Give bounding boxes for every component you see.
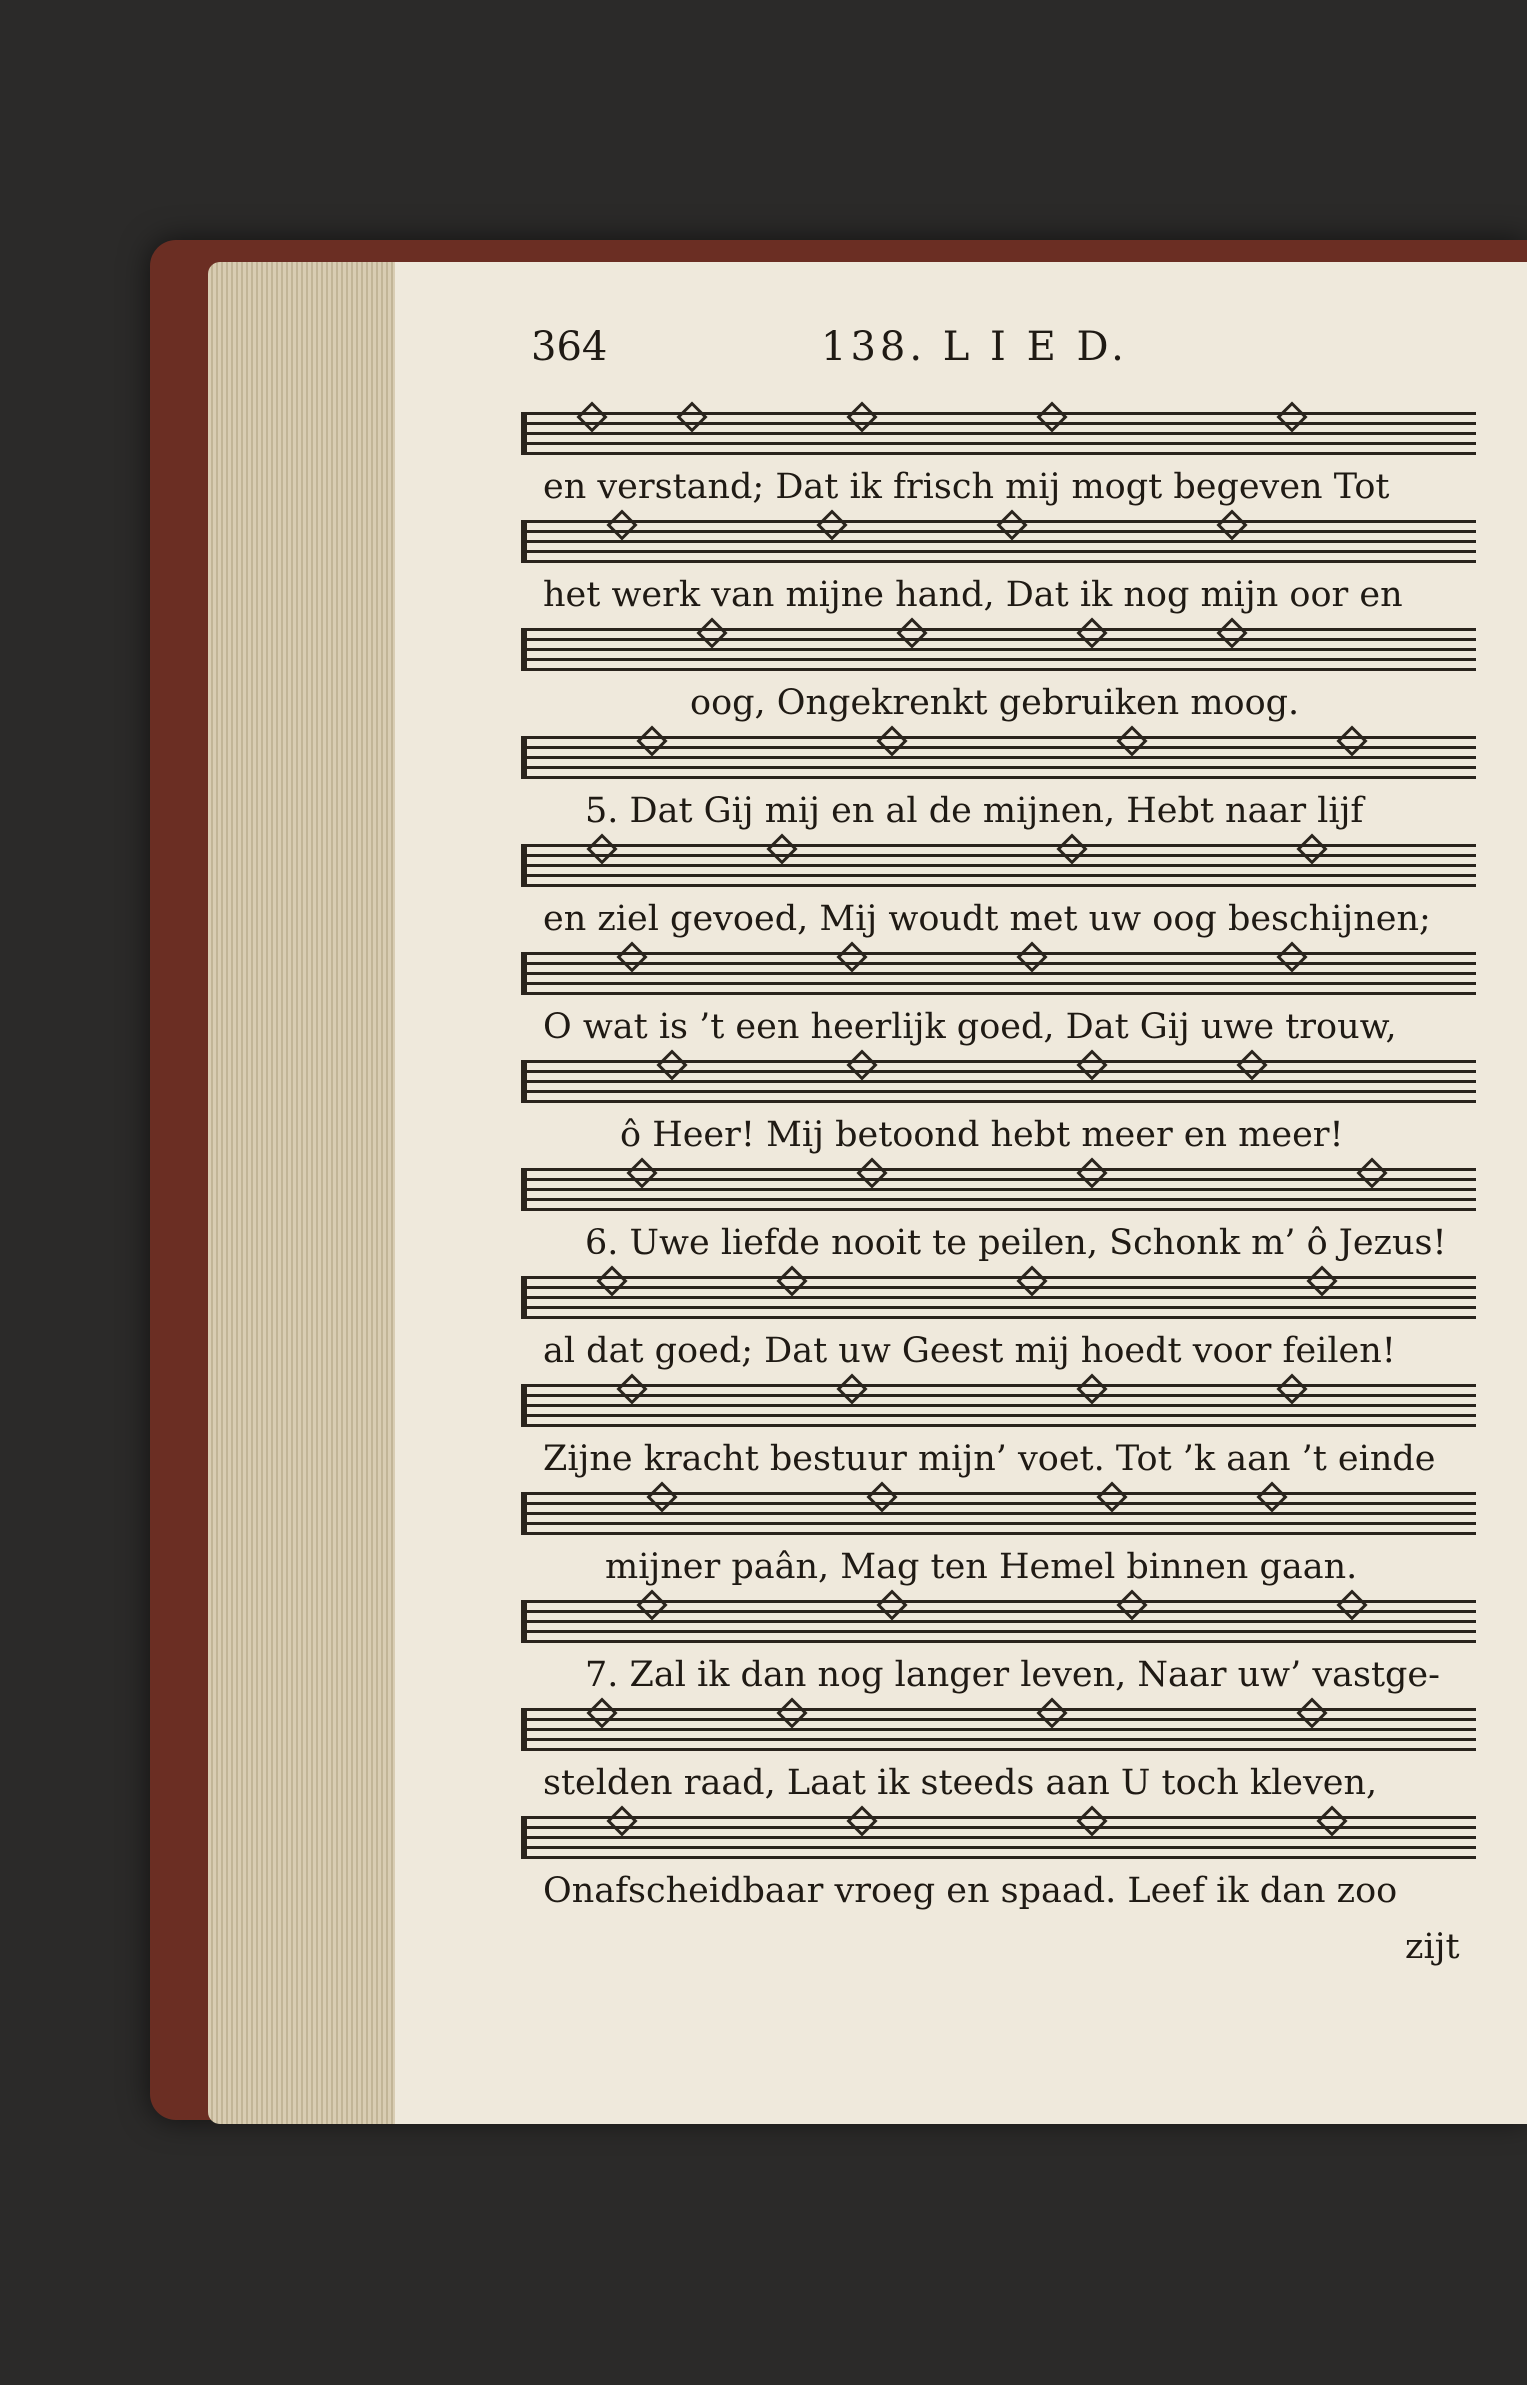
music-note-icon xyxy=(646,1481,677,1512)
lyric-line: O wat is ’t een heerlijk goed, Dat Gij uwe trouw, xyxy=(543,1007,1397,1047)
music-note-icon xyxy=(1016,941,1047,972)
music-note-icon xyxy=(1256,1481,1287,1512)
music-note-icon xyxy=(856,1157,887,1188)
music-stave xyxy=(521,412,1476,462)
lyric-line: en verstand; Dat ik frisch mij mogt begeven Tot xyxy=(543,467,1390,507)
music-note-icon xyxy=(876,1589,907,1620)
music-note-icon xyxy=(616,1373,647,1404)
music-stave xyxy=(521,1600,1476,1650)
music-stave xyxy=(521,1060,1476,1110)
music-stave xyxy=(521,1708,1476,1758)
page-edges xyxy=(208,262,423,2124)
music-note-icon xyxy=(1296,833,1327,864)
music-note-icon xyxy=(1016,1265,1047,1296)
music-note-icon xyxy=(576,401,607,432)
music-stave xyxy=(521,1384,1476,1434)
music-note-icon xyxy=(636,1589,667,1620)
music-note-icon xyxy=(836,1373,867,1404)
music-note-icon xyxy=(846,1805,877,1836)
music-note-icon xyxy=(1076,1373,1107,1404)
lyric-line: mijner paân, Mag ten Hemel binnen gaan. xyxy=(605,1547,1358,1587)
music-note-icon xyxy=(606,1805,637,1836)
lyric-line: stelden raad, Laat ik steeds aan U toch kleven, xyxy=(543,1763,1378,1803)
music-note-icon xyxy=(1096,1481,1127,1512)
music-note-icon xyxy=(1276,401,1307,432)
music-note-icon xyxy=(816,509,847,540)
music-note-icon xyxy=(1336,725,1367,756)
running-title: 138. L I E D. xyxy=(821,324,1128,370)
music-note-icon xyxy=(1076,1805,1107,1836)
lyric-line: Onafscheidbaar vroeg en spaad. Leef ik dan zoo xyxy=(543,1871,1398,1911)
music-note-icon xyxy=(1316,1805,1347,1836)
music-note-icon xyxy=(636,725,667,756)
music-note-icon xyxy=(1276,941,1307,972)
music-note-icon xyxy=(626,1157,657,1188)
music-note-icon xyxy=(1116,1589,1147,1620)
music-stave xyxy=(521,844,1476,894)
music-note-icon xyxy=(776,1697,807,1728)
music-stave xyxy=(521,736,1476,786)
lyric-line: 5. Dat Gij mij en al de mijnen, Hebt naar lijf xyxy=(585,791,1364,831)
music-note-icon xyxy=(1356,1157,1387,1188)
music-note-icon xyxy=(996,509,1027,540)
music-note-icon xyxy=(1076,617,1107,648)
music-note-icon xyxy=(586,833,617,864)
music-stave xyxy=(521,520,1476,570)
music-stave xyxy=(521,1276,1476,1326)
music-note-icon xyxy=(846,401,877,432)
lyric-line: 6. Uwe liefde nooit te peilen, Schonk m’ ô Jezus! xyxy=(585,1223,1447,1263)
lyric-line: al dat goed; Dat uw Geest mij hoedt voor feilen! xyxy=(543,1331,1396,1371)
music-stave xyxy=(521,1816,1476,1866)
music-note-icon xyxy=(676,401,707,432)
music-note-icon xyxy=(896,617,927,648)
music-note-icon xyxy=(1076,1157,1107,1188)
lyric-line: Zijne kracht bestuur mijn’ voet. Tot ’k aan ’t einde xyxy=(543,1439,1436,1479)
music-stave xyxy=(521,1168,1476,1218)
lyric-line: 7. Zal ik dan nog langer leven, Naar uw’ vastge- xyxy=(585,1655,1440,1695)
book-page xyxy=(395,262,1527,2124)
music-note-icon xyxy=(846,1049,877,1080)
music-stave xyxy=(521,952,1476,1002)
music-note-icon xyxy=(1306,1265,1337,1296)
catchword: zijt xyxy=(1405,1927,1460,1967)
music-note-icon xyxy=(696,617,727,648)
music-note-icon xyxy=(656,1049,687,1080)
music-note-icon xyxy=(836,941,867,972)
lyric-line: en ziel gevoed, Mij woudt met uw oog beschijnen; xyxy=(543,899,1431,939)
lyric-line: oog, Ongekrenkt gebruiken moog. xyxy=(690,683,1300,723)
music-stave xyxy=(521,628,1476,678)
lyric-line: ô Heer! Mij betoond hebt meer en meer! xyxy=(620,1115,1344,1155)
music-note-icon xyxy=(1296,1697,1327,1728)
music-note-icon xyxy=(1076,1049,1107,1080)
music-note-icon xyxy=(1036,1697,1067,1728)
music-note-icon xyxy=(776,1265,807,1296)
music-note-icon xyxy=(1116,725,1147,756)
music-stave xyxy=(521,1492,1476,1542)
music-note-icon xyxy=(1236,1049,1267,1080)
music-note-icon xyxy=(596,1265,627,1296)
music-note-icon xyxy=(1336,1589,1367,1620)
music-note-icon xyxy=(876,725,907,756)
music-note-icon xyxy=(616,941,647,972)
page-number: 364 xyxy=(531,324,608,370)
music-note-icon xyxy=(606,509,637,540)
music-note-icon xyxy=(766,833,797,864)
music-note-icon xyxy=(1056,833,1087,864)
music-note-icon xyxy=(586,1697,617,1728)
music-note-icon xyxy=(1036,401,1067,432)
lyric-line: het werk van mijne hand, Dat ik nog mijn oor en xyxy=(543,575,1403,615)
music-note-icon xyxy=(1216,509,1247,540)
music-note-icon xyxy=(866,1481,897,1512)
page-header xyxy=(531,324,1461,384)
music-note-icon xyxy=(1216,617,1247,648)
music-note-icon xyxy=(1276,1373,1307,1404)
